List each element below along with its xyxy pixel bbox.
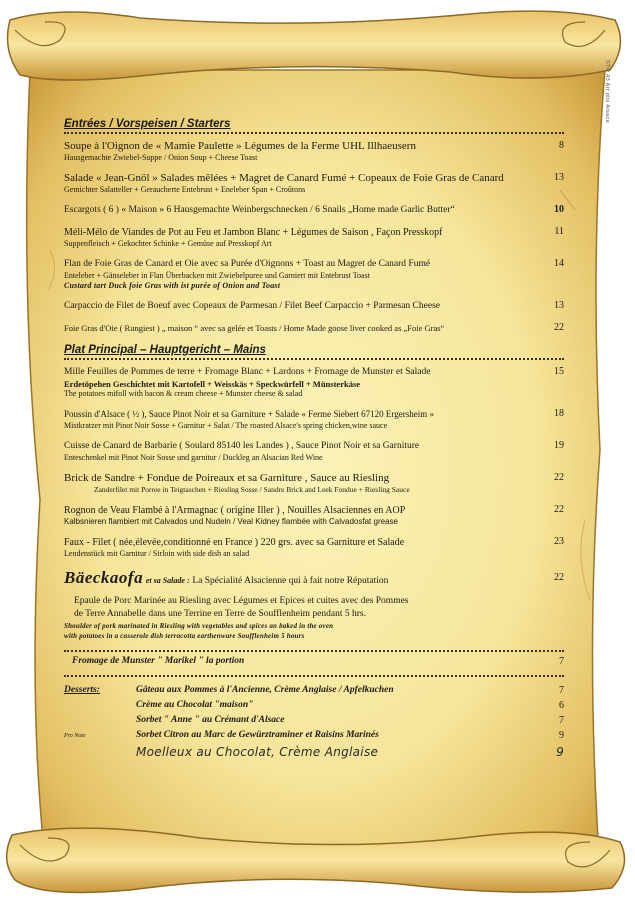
item-price: 10 [554,204,564,215]
dessert-row [64,715,564,730]
menu-item [64,440,564,463]
menu-item [64,408,564,431]
item-price: 22 [554,322,564,333]
item-title: Mille Feuilles de Pommes de terre + Fromage Blanc + Lardons + Fromage de Munster et Salade [64,367,431,377]
menu-content [64,118,564,763]
item-price: 22 [554,572,564,583]
fromage-label: Fromage de Munster " Marikel " la portion [72,656,245,666]
item-title: Faux - Filet ( née,élevée,conditionné en France ) 220 grs. avec sa Garniture et Salade [64,537,405,548]
item-price: 7 [559,685,564,696]
item-price: 22 [554,472,564,483]
baeckaofa-item [64,568,564,641]
item-translation: Gemichter Salatteller + Geraucherte Entebrust + Eneleber Span + Croûtons [64,185,306,194]
dessert-name: Crème au Chocolat "maison" [136,700,254,710]
item-title: Rognon de Veau Flambé à l'Armagnac ( origine Iller ) , Nouilles Alsaciennes en AOP [64,505,406,516]
item-price: 8 [559,140,564,151]
item-translation: Suppenfleisch + Gekochter Schinke + Gemüse auf Presskopf Art [64,239,272,248]
item-price: 7 [559,656,564,667]
item-price: 19 [554,440,564,451]
baeckaofa-english: with potatoes in a casserole dish terracotta earthenware Soufflenheim 5 hours [64,632,305,640]
baeckaofa-description: de Terre Annabelle dans une Terrine en Terre de Soufflenheim pendant 5 hrs. [74,609,366,619]
dotted-divider [64,650,564,652]
item-translation: Kalbsnieren flambiert mit Calvados und Nudeln / Veal Kidney flambée with Calvadosfat grease [64,517,398,526]
dotted-divider [64,132,564,134]
item-english: The potatoes mifoll with bacon & cream cheese + Munster cheese & salad [64,389,303,398]
item-price: 13 [554,300,564,311]
menu-item [64,172,564,195]
baeckaofa-title: Bäeckaofa [64,568,144,587]
dessert-row [64,730,564,745]
fromage-item [64,656,564,666]
mains-heading: Plat Principal – Hauptgericht – Mains [64,344,266,356]
dessert-note: Pro Note [64,733,86,739]
item-title: Brick de Sandre + Fondue de Poireaux et sa Garniture , Sauce au Riesling [64,472,390,484]
item-price: 9 [556,745,564,759]
item-price: 23 [554,536,564,547]
item-translation: Zanderfilet mit Porree in Teigtaschen + Riesling Sosse / Sandre Brick and Leek Fondue + Riesling Sauce [94,485,410,494]
menu-item [64,366,564,399]
item-translation: Lendenstück mit Garnitur / Sirloin with side dish an salad [64,549,250,558]
item-price: 18 [554,408,564,419]
item-title: Méli-Mélo de Viandes de Pot au Feu et Jambon Blanc + Légumes de Saison , Façon Presskopf [64,227,443,238]
menu-item [64,322,564,335]
item-english-script: Custard tart Duck foie Gras with ist purée of Onion and Toast [64,281,281,290]
baeckaofa-english: Shoulder of pork marinated in Riesling with vegetables and spices an baked in the oven [64,622,334,630]
menu-item [64,258,564,291]
desserts-section [64,685,564,763]
item-price: 9 [559,730,564,741]
item-price: 14 [554,258,564,269]
printer-code: STR 43 Art plis Alsace [604,60,610,124]
baeckaofa-tagline: La Spécialité Alsacienne qui à fait notre Réputation [192,576,389,586]
item-title: Salade « Jean-Gnöl » Salades mêlées + Magret de Canard Fumé + Copeaux de Foie Gras de Canard [64,172,504,184]
dessert-row [64,700,564,715]
item-title: Flan de Foie Gras de Canard et Oie avec sa Purée d'Oignons + Toast au Magret de Canard Fumé [64,259,431,269]
menu-item [64,226,564,249]
item-price: 22 [554,504,564,515]
dessert-name: Sorbet Citron au Marc de Gewürztraminer et Raisins Marinés [136,730,379,740]
dotted-divider [64,358,564,360]
baeckaofa-description: Epaule de Porc Marinée au Riesling avec Légumes et Epices et cuites avec des Pommes [74,596,409,606]
item-translation: Enteschenkel mit Pinot Noir Sosse und garnitur / Duckleg an Alsacian Red Wine [64,453,323,462]
menu-item [64,300,564,313]
item-price: 11 [554,226,564,237]
starters-heading: Entrées / Vorspeisen / Starters [64,118,231,130]
item-title: Carpaccio de Filet de Boeuf avec Copeaux de Parmesan / Filet Beef Carpaccio + Parmesan Cheese [64,301,440,311]
baeckaofa-subtitle: et sa Salade : [145,576,190,585]
menu-item [64,504,564,527]
item-price: 13 [554,172,564,183]
menu-item [64,204,564,217]
item-title: Poussin d'Alsace ( ½ ), Sauce Pinot Noir et sa Garniture + Salade « Ferme Siebert 67120 Ergersheim » [64,409,434,419]
dessert-name-handwritten: Moelleux au Chocolat, Crème Anglaise [136,745,379,759]
item-title: Cuisse de Canard de Barbarie ( Soulard 85140 les Landes ) , Sauce Pinot Noir et sa Garniture [64,441,420,451]
item-price: 7 [559,715,564,726]
item-price: 6 [559,700,564,711]
dessert-name: Gâteau aux Pommes à l'Ancienne, Crème Anglaise / Apfelkuchen [136,685,394,695]
item-translation: Erdetöpehen Geschichtet mit Kartofell + Weisskäs + Speckwürfell + Münsterkäse [64,379,361,389]
dessert-row [64,745,564,763]
item-title: Foie Gras d'Oie ( Rungiest ) „ maison “ avec sa gelée et Toasts / Home Made goose liver cooked as „Foie Gras“ [64,323,445,333]
item-translation: Mistkratzer mit Pinot Noir Sosse + Garnitur + Salat / The roasted Alsace's spring chicken,wine sauce [64,421,388,430]
item-title: Soupe à l'Oignon de « Mamie Paulette » Légumes de la Ferme UHL Illhaeusern [64,140,416,152]
dessert-name: Sorbet " Anne " au Crémant d'Alsace [136,715,285,725]
desserts-label: Desserts: [64,685,100,695]
item-price: 15 [554,366,564,377]
menu-item [64,472,564,495]
item-translation: Hausgemachte Zwiebel-Suppe / Onion Soup + Cheese Toast [64,153,258,162]
dotted-divider [64,675,564,677]
dessert-row [64,685,564,700]
item-translation: Enteleber + Gänseleber in Flan Überbacken mit Zwiebelpuree und Garniert mit Entebrust Toast [64,271,370,280]
item-title: Escargots ( 6 ) « Maison » 6 Hausgemachte Weinbergschnecken / 6 Snails „Home made Garlic Butter“ [64,205,455,215]
menu-item [64,536,564,559]
menu-item [64,140,564,163]
